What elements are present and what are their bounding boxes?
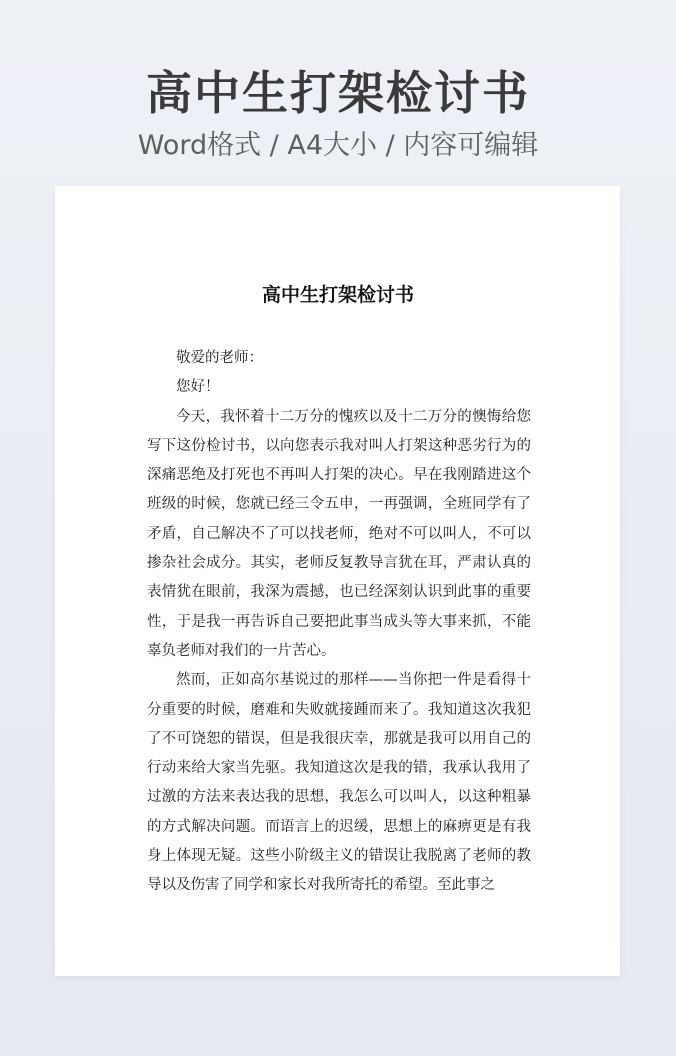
document-body	[147, 344, 531, 901]
greeting: 您好！	[176, 379, 220, 396]
banner	[0, 62, 676, 166]
document-title: 高中生打架检讨书	[261, 284, 414, 306]
banner-subtitle: Word格式 / A4大小 / 内容可编辑	[137, 130, 539, 161]
body-paragraph: 今天，我怀着十二万分的愧疚以及十二万分的懊悔给您写下这份检讨书，以向您表示我对叫人打架这种恶劣行为的深痛恶绝及打死也不再叫人打架的决心。早在我刚踏进这个班级的时候，您就已经三令五申，一再强调，全班同学有了矛盾，自己解决不了可以找老师，绝对不可以叫人，不可以掺杂社会成分。其实，老师反复教导言犹在耳，严肃认真的表情犹在眼前，我深为震撼，也已经深刻认识到此事的重要性，于是我一再告诉自己要把此事当成头等大事来抓，不能辜负老师对我们的一片苦心。	[147, 408, 531, 659]
banner-title: 高中生打架检讨书	[146, 66, 530, 120]
body-paragraph: 然而，正如高尔基说过的那样——当你把一件是看得十分重要的时候，磨难和失败就接踵而来了。我知道这次我犯了不可饶恕的错误，但是我很庆幸，那就是我可以用自己的行动来给大家当先驱。我知道这次是我的错，我承认我用了过激的方法来表达我的思想，我怎么可以叫人，以这种粗暴的方式解决问题。而语言上的迟缓，思想上的麻痹更是有我身上体现无疑。这些小阶级主义的错误让我脱离了老师的教导以及伤害了同学和家长对我所寄托的希望。至此事之	[147, 672, 531, 894]
salutation: 敬爱的老师：	[176, 350, 263, 366]
